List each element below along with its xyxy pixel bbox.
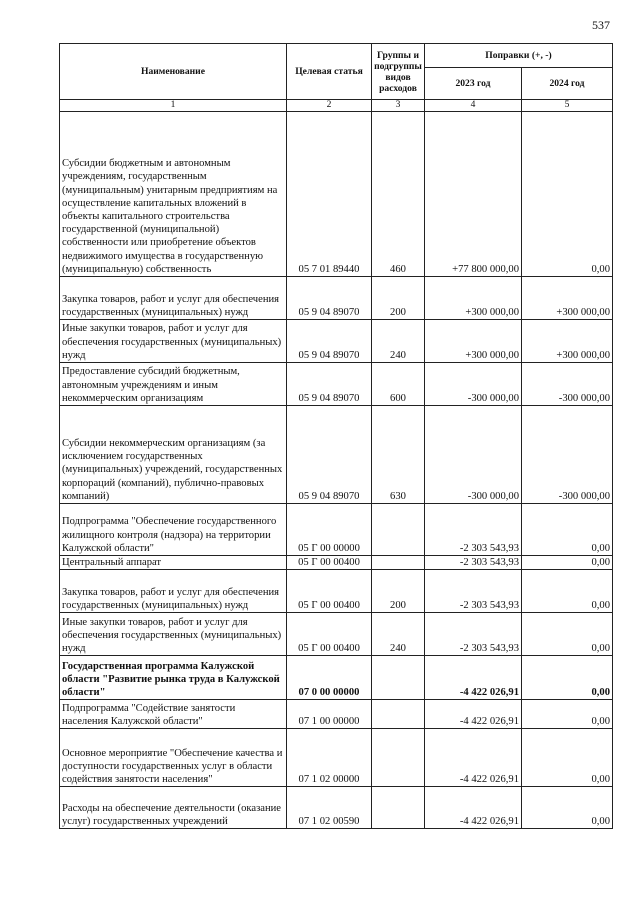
row-amount-2023: -4 422 026,91 bbox=[425, 787, 522, 829]
row-name: Субсидии некоммерческим организациям (за исключением государственных (муниципальных) учреждений, государственных корпораций (компаний), публично-правовых компаний) bbox=[60, 406, 287, 504]
header-amendments: Поправки (+, -) bbox=[425, 44, 613, 68]
row-target-article: 05 Г 00 00400 bbox=[287, 556, 372, 570]
header-target-article: Целевая статья bbox=[287, 44, 372, 100]
column-index-1: 1 bbox=[60, 100, 287, 112]
row-amount-2023: -4 422 026,91 bbox=[425, 729, 522, 787]
row-amount-2023: +300 000,00 bbox=[425, 277, 522, 320]
column-index-2: 2 bbox=[287, 100, 372, 112]
row-group: 630 bbox=[372, 406, 425, 504]
table-row bbox=[60, 700, 613, 729]
table-row bbox=[60, 406, 613, 504]
row-name: Государственная программа Калужской области "Развитие рынка труда в Калужской области" bbox=[60, 656, 287, 700]
row-amount-2023: -4 422 026,91 bbox=[425, 656, 522, 700]
column-index-5: 5 bbox=[522, 100, 613, 112]
row-amount-2024: 0,00 bbox=[522, 504, 613, 556]
row-target-article: 07 0 00 00000 bbox=[287, 656, 372, 700]
row-name: Иные закупки товаров, работ и услуг для обеспечения государственных (муниципальных) нужд bbox=[60, 320, 287, 363]
table-row bbox=[60, 570, 613, 613]
row-amount-2024: 0,00 bbox=[522, 656, 613, 700]
budget-amendments-table bbox=[59, 43, 613, 829]
row-amount-2023: -4 422 026,91 bbox=[425, 700, 522, 729]
header-name: Наименование bbox=[60, 44, 287, 100]
row-group bbox=[372, 656, 425, 700]
row-amount-2024: 0,00 bbox=[522, 112, 613, 277]
row-target-article: 07 1 02 00000 bbox=[287, 729, 372, 787]
row-name: Расходы на обеспечение деятельности (оказание услуг) государственных учреждений bbox=[60, 787, 287, 829]
row-amount-2024: +300 000,00 bbox=[522, 277, 613, 320]
table-row bbox=[60, 504, 613, 556]
row-name: Закупка товаров, работ и услуг для обеспечения государственных (муниципальных) нужд bbox=[60, 570, 287, 613]
row-name: Подпрограмма "Обеспечение государственного жилищного контроля (надзора) на территории Калужской области" bbox=[60, 504, 287, 556]
row-name: Иные закупки товаров, работ и услуг для обеспечения государственных (муниципальных) нужд bbox=[60, 613, 287, 656]
table-row bbox=[60, 277, 613, 320]
table-body bbox=[60, 112, 613, 829]
row-amount-2023: -300 000,00 bbox=[425, 363, 522, 406]
page-number: 537 bbox=[592, 18, 610, 32]
row-group: 600 bbox=[372, 363, 425, 406]
table-row bbox=[60, 656, 613, 700]
row-name: Основное мероприятие "Обеспечение качества и доступности государственных услуг в области содействия занятости населения" bbox=[60, 729, 287, 787]
row-group: 240 bbox=[372, 320, 425, 363]
row-target-article: 05 9 04 89070 bbox=[287, 363, 372, 406]
row-target-article: 07 1 02 00590 bbox=[287, 787, 372, 829]
row-amount-2023: -2 303 543,93 bbox=[425, 504, 522, 556]
row-target-article: 05 Г 00 00400 bbox=[287, 570, 372, 613]
row-group bbox=[372, 504, 425, 556]
row-group bbox=[372, 700, 425, 729]
row-amount-2023: -300 000,00 bbox=[425, 406, 522, 504]
row-name: Подпрограмма "Содействие занятости населения Калужской области" bbox=[60, 700, 287, 729]
row-name: Субсидии бюджетным и автономным учреждениям, государственным (муниципальным) унитарным предприятиям на осуществление капитальных вложений в объекты капитального строительства государственной (муниципальной) собственности или приобретение объектов недвижимого имущества в государственную (муниципальную) собственность bbox=[60, 112, 287, 277]
row-amount-2023: -2 303 543,93 bbox=[425, 556, 522, 570]
row-amount-2024: -300 000,00 bbox=[522, 406, 613, 504]
row-name: Центральный аппарат bbox=[60, 556, 287, 570]
row-amount-2024: -300 000,00 bbox=[522, 363, 613, 406]
row-target-article: 05 Г 00 00400 bbox=[287, 613, 372, 656]
row-amount-2024: 0,00 bbox=[522, 570, 613, 613]
row-target-article: 07 1 00 00000 bbox=[287, 700, 372, 729]
row-amount-2024: 0,00 bbox=[522, 556, 613, 570]
row-amount-2024: 0,00 bbox=[522, 787, 613, 829]
row-target-article: 05 9 04 89070 bbox=[287, 406, 372, 504]
table-row bbox=[60, 320, 613, 363]
row-group bbox=[372, 729, 425, 787]
row-amount-2023: -2 303 543,93 bbox=[425, 570, 522, 613]
table-row bbox=[60, 729, 613, 787]
row-amount-2023: +300 000,00 bbox=[425, 320, 522, 363]
row-target-article: 05 9 04 89070 bbox=[287, 320, 372, 363]
row-amount-2023: -2 303 543,93 bbox=[425, 613, 522, 656]
row-amount-2023: +77 800 000,00 bbox=[425, 112, 522, 277]
row-target-article: 05 7 01 89440 bbox=[287, 112, 372, 277]
row-group: 240 bbox=[372, 613, 425, 656]
table-row bbox=[60, 613, 613, 656]
header-year-2024: 2024 год bbox=[522, 68, 613, 100]
row-target-article: 05 Г 00 00000 bbox=[287, 504, 372, 556]
row-amount-2024: +300 000,00 bbox=[522, 320, 613, 363]
column-index-4: 4 bbox=[425, 100, 522, 112]
table-row bbox=[60, 787, 613, 829]
table-row bbox=[60, 556, 613, 570]
row-amount-2024: 0,00 bbox=[522, 613, 613, 656]
row-amount-2024: 0,00 bbox=[522, 729, 613, 787]
column-index-3: 3 bbox=[372, 100, 425, 112]
row-name: Предоставление субсидий бюджетным, автономным учреждениям и иным некоммерческим организациям bbox=[60, 363, 287, 406]
row-group: 200 bbox=[372, 277, 425, 320]
row-group bbox=[372, 787, 425, 829]
row-amount-2024: 0,00 bbox=[522, 700, 613, 729]
row-name: Закупка товаров, работ и услуг для обеспечения государственных (муниципальных) нужд bbox=[60, 277, 287, 320]
header-year-2023: 2023 год bbox=[425, 68, 522, 100]
row-group: 200 bbox=[372, 570, 425, 613]
row-target-article: 05 9 04 89070 bbox=[287, 277, 372, 320]
row-group bbox=[372, 556, 425, 570]
table-row bbox=[60, 363, 613, 406]
row-group: 460 bbox=[372, 112, 425, 277]
table-row bbox=[60, 112, 613, 277]
header-groups: Группы и подгруппы видов расходов bbox=[372, 44, 425, 100]
